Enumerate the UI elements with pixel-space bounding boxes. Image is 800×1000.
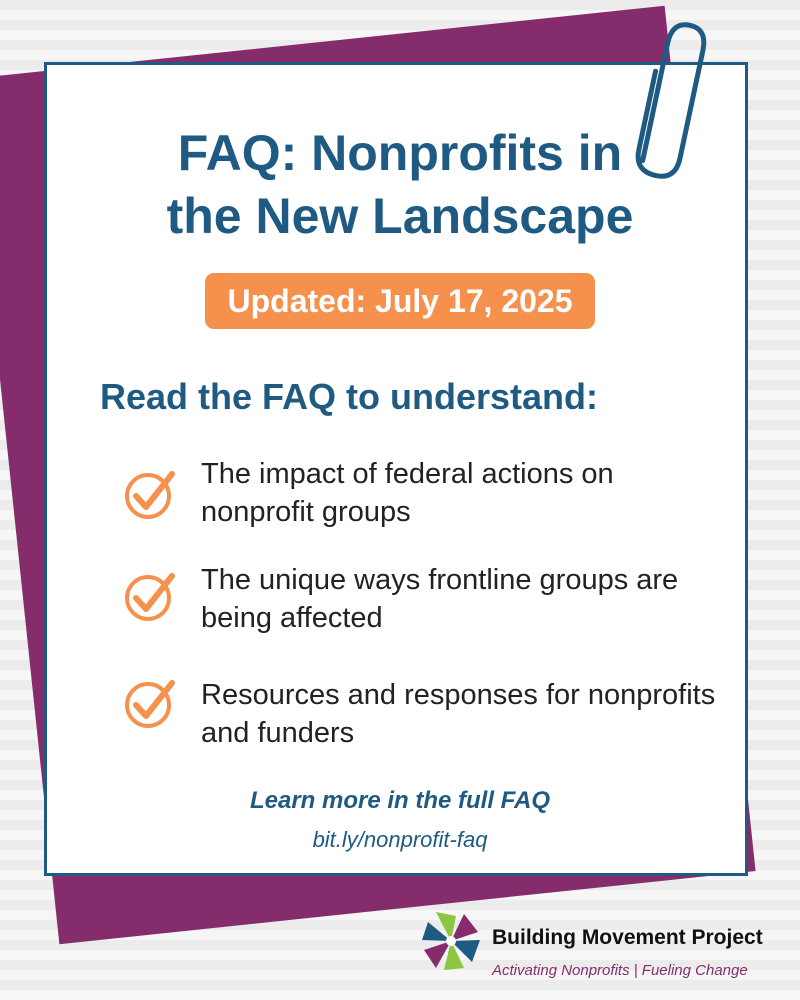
- list-item: The unique ways frontline groups are being affected: [201, 564, 679, 634]
- checkmark-icon: [124, 675, 178, 729]
- subheading: Read the FAQ to understand:: [100, 376, 599, 417]
- checkmark-icon: [124, 568, 178, 622]
- org-tagline: Activating Nonprofits | Fueling Change: [492, 962, 748, 979]
- checkmark-icon: [124, 466, 178, 520]
- title-line-1: FAQ: Nonprofits in: [177, 125, 623, 181]
- building-movement-logo: [420, 910, 482, 972]
- title-line-2: the New Landscape: [166, 188, 634, 244]
- faq-link[interactable]: bit.ly/nonprofit-faq: [312, 827, 488, 852]
- list-item: Resources and responses for nonprofits and funders: [201, 679, 716, 749]
- updated-date-badge: Updated: July 17, 2025: [205, 273, 595, 329]
- list-item: The impact of federal actions on nonprofit groups: [201, 458, 614, 528]
- org-name: Building Movement Project: [492, 926, 763, 949]
- page-title: [0, 122, 800, 248]
- learn-more-text: Learn more in the full FAQ: [249, 787, 551, 814]
